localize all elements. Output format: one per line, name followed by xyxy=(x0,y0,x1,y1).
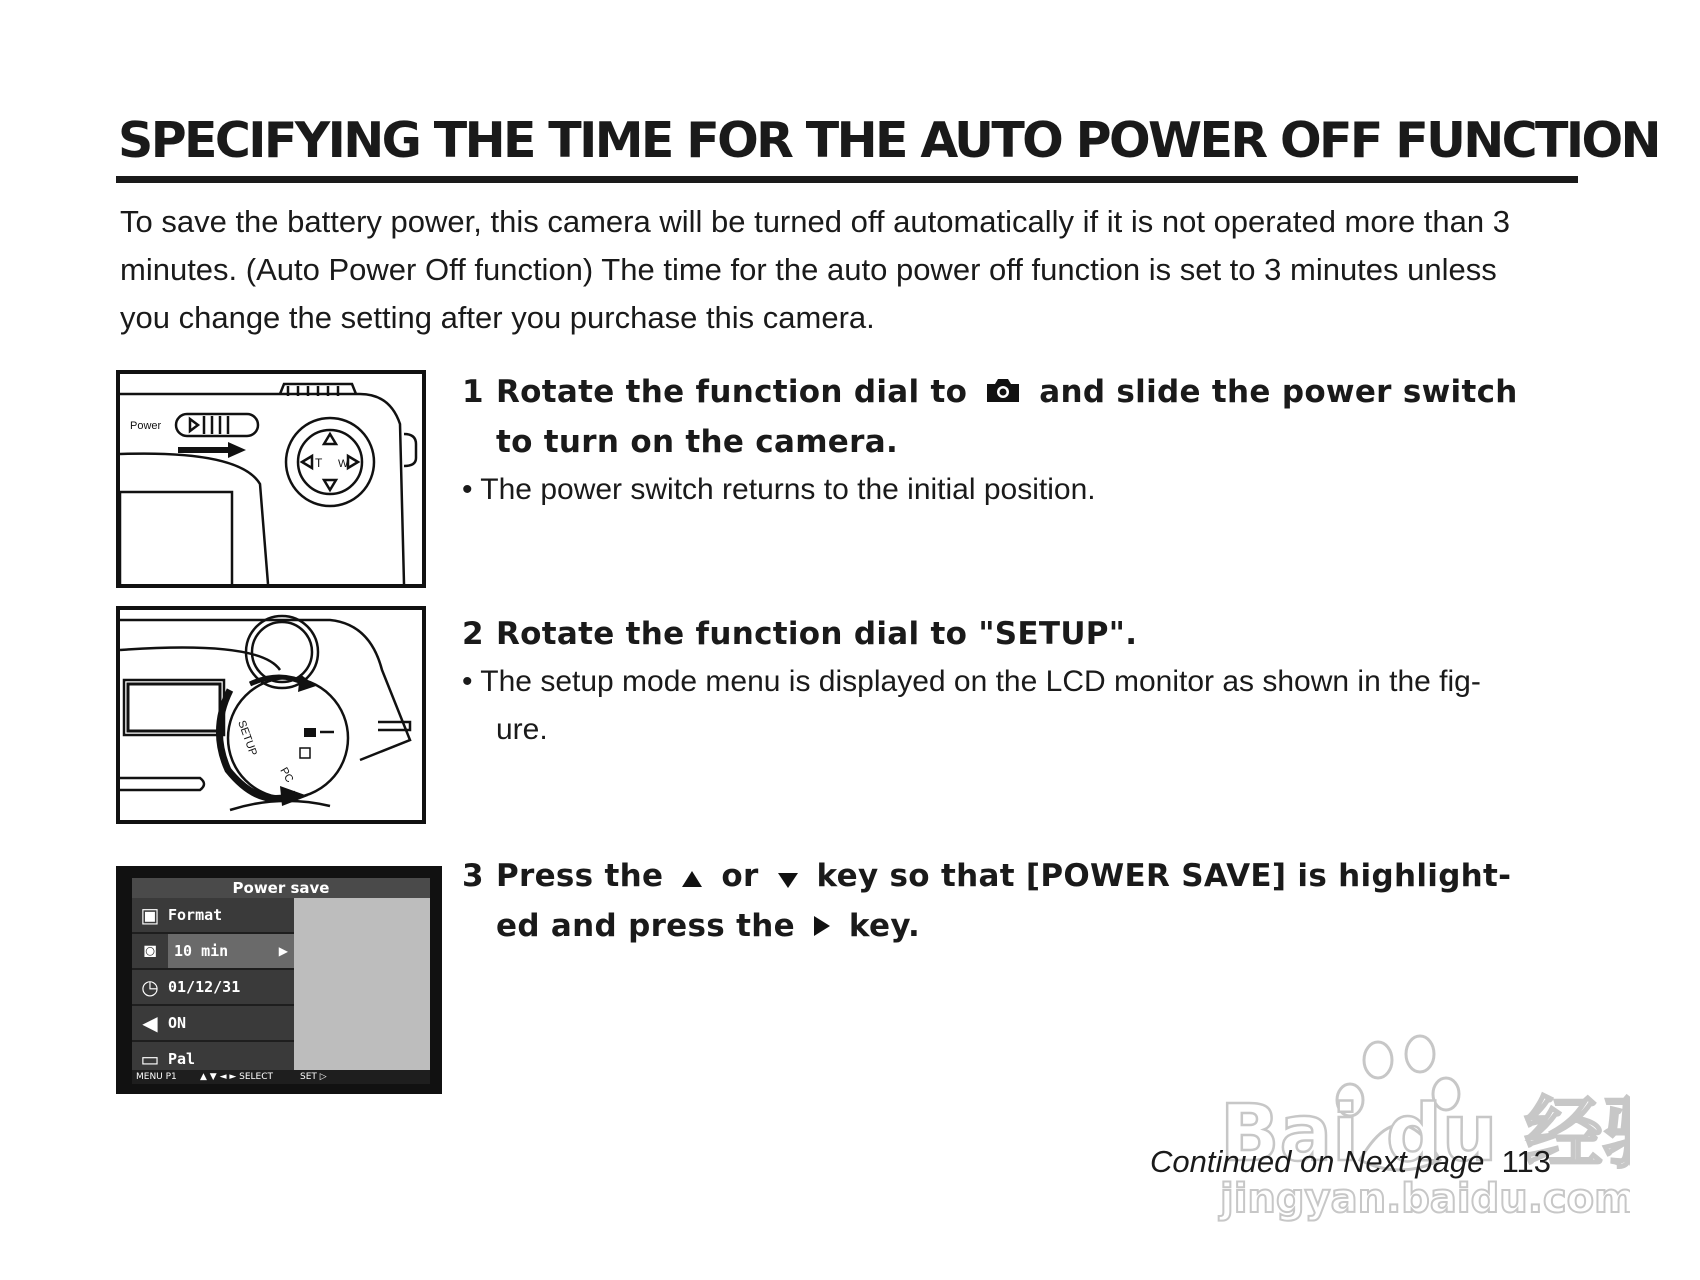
intro-line: minutes. (Auto Power Off function) The time for the auto power off function is set to 3 minutes unless xyxy=(120,252,1497,287)
tv-icon: ▭ xyxy=(140,1048,160,1071)
lcd-row-power-save[interactable] xyxy=(132,934,294,970)
lcd-side-pane xyxy=(294,898,430,1070)
baidu-watermark xyxy=(1210,1030,1630,1235)
lcd-row-date[interactable] xyxy=(132,970,294,1006)
step-2-heading xyxy=(462,610,1582,658)
speaker-icon: ◀ xyxy=(142,1012,158,1035)
lcd-footer xyxy=(132,1070,430,1084)
lcd-screen xyxy=(132,878,430,1084)
lcd-row-label: 01/12/31 xyxy=(168,978,241,996)
lcd-row-label: Pal xyxy=(168,1050,196,1068)
down-triangle-icon xyxy=(777,854,799,902)
baidu-logo-icon xyxy=(1210,1030,1630,1230)
lcd-footer-menu: MENU P1 xyxy=(136,1072,177,1082)
camera-icon xyxy=(985,370,1021,418)
figure-lcd-menu xyxy=(116,866,442,1094)
lcd-header: Power save xyxy=(132,878,430,898)
title-rule xyxy=(116,176,1578,183)
step-3-heading-cont xyxy=(462,902,1582,952)
step-1-heading-cont: to turn on the camera. xyxy=(496,423,899,460)
figure-power-switch xyxy=(116,370,426,588)
watermark-brand: Bai du 经 xyxy=(1220,1089,1603,1179)
step-2-bullet-line: ure. xyxy=(496,713,548,746)
up-triangle-icon xyxy=(681,854,703,902)
slide-arrow-icon xyxy=(228,442,246,458)
rotate-arrow-icon xyxy=(280,786,308,806)
step-1 xyxy=(462,368,1582,514)
intro-line: you change the setting after you purchase this camera. xyxy=(120,300,875,335)
dial-setup-label: SETUP xyxy=(235,718,260,758)
step-number: 3 xyxy=(462,858,484,894)
page-footer xyxy=(1150,1144,1551,1180)
step-2 xyxy=(462,610,1582,754)
format-icon: ▣ xyxy=(140,904,160,927)
step-2-bullet-line: • The setup mode menu is displayed on the LCD monitor as shown in the fig- xyxy=(462,665,1481,698)
step-1-heading xyxy=(462,368,1582,418)
lcd-footer-set: SET ▷ xyxy=(300,1072,327,1082)
step-3-text: ed and press the xyxy=(496,907,795,944)
page-title: SPECIFYING THE TIME FOR THE AUTO POWER OFF FUNCTION xyxy=(118,112,1659,169)
lcd-row-label: 10 min xyxy=(174,942,229,960)
step-3-text: key so that [POWER SAVE] is highlight- xyxy=(816,858,1512,894)
lcd-row-format[interactable] xyxy=(132,898,294,934)
continued-note: Continued on Next page xyxy=(1150,1144,1485,1179)
intro-line: To save the battery power, this camera will be turned off automatically if it is not operated more than 3 xyxy=(120,204,1510,239)
lcd-list xyxy=(132,898,294,1076)
page-number: 113 xyxy=(1501,1144,1552,1179)
step-3-text: Press the xyxy=(496,858,664,894)
step-1-text: Rotate the function dial to xyxy=(496,374,968,410)
zoom-w-label: W xyxy=(338,458,349,470)
intro-paragraph xyxy=(120,198,1600,342)
lcd-row-sound[interactable] xyxy=(132,1006,294,1042)
step-3-heading xyxy=(462,852,1582,902)
power-label: Power xyxy=(130,420,162,432)
zoom-t-label: T xyxy=(315,456,323,470)
camera-back-illustration xyxy=(120,374,422,584)
step-1-text: and slide the power switch xyxy=(1039,374,1518,410)
step-3-text: key. xyxy=(848,907,921,944)
dial-pc-label: PC xyxy=(277,765,296,785)
figure-function-dial xyxy=(116,606,426,824)
clock-icon: ◷ xyxy=(141,976,159,999)
step-2-text: Rotate the function dial to "SETUP". xyxy=(496,616,1138,652)
step-number: 2 xyxy=(462,616,484,652)
step-3-text: or xyxy=(721,858,759,894)
step-2-bullet xyxy=(462,658,1582,754)
lcd-row-label: Format xyxy=(168,906,223,924)
step-3 xyxy=(462,852,1582,951)
submenu-arrow-icon: ▶ xyxy=(278,944,288,958)
watermark-url: jingyan.baidu.com xyxy=(1220,1176,1630,1222)
lcd-row-label: ON xyxy=(168,1014,187,1032)
right-triangle-icon xyxy=(813,903,831,951)
power-save-icon: ◙ xyxy=(143,939,157,962)
function-dial-illustration xyxy=(120,610,422,820)
step-1-bullet: • The power switch returns to the initial position. xyxy=(462,472,1096,506)
step-number: 1 xyxy=(462,374,484,410)
lcd-footer-select: ▲ ▼ ◄ ► SELECT xyxy=(200,1072,274,1082)
